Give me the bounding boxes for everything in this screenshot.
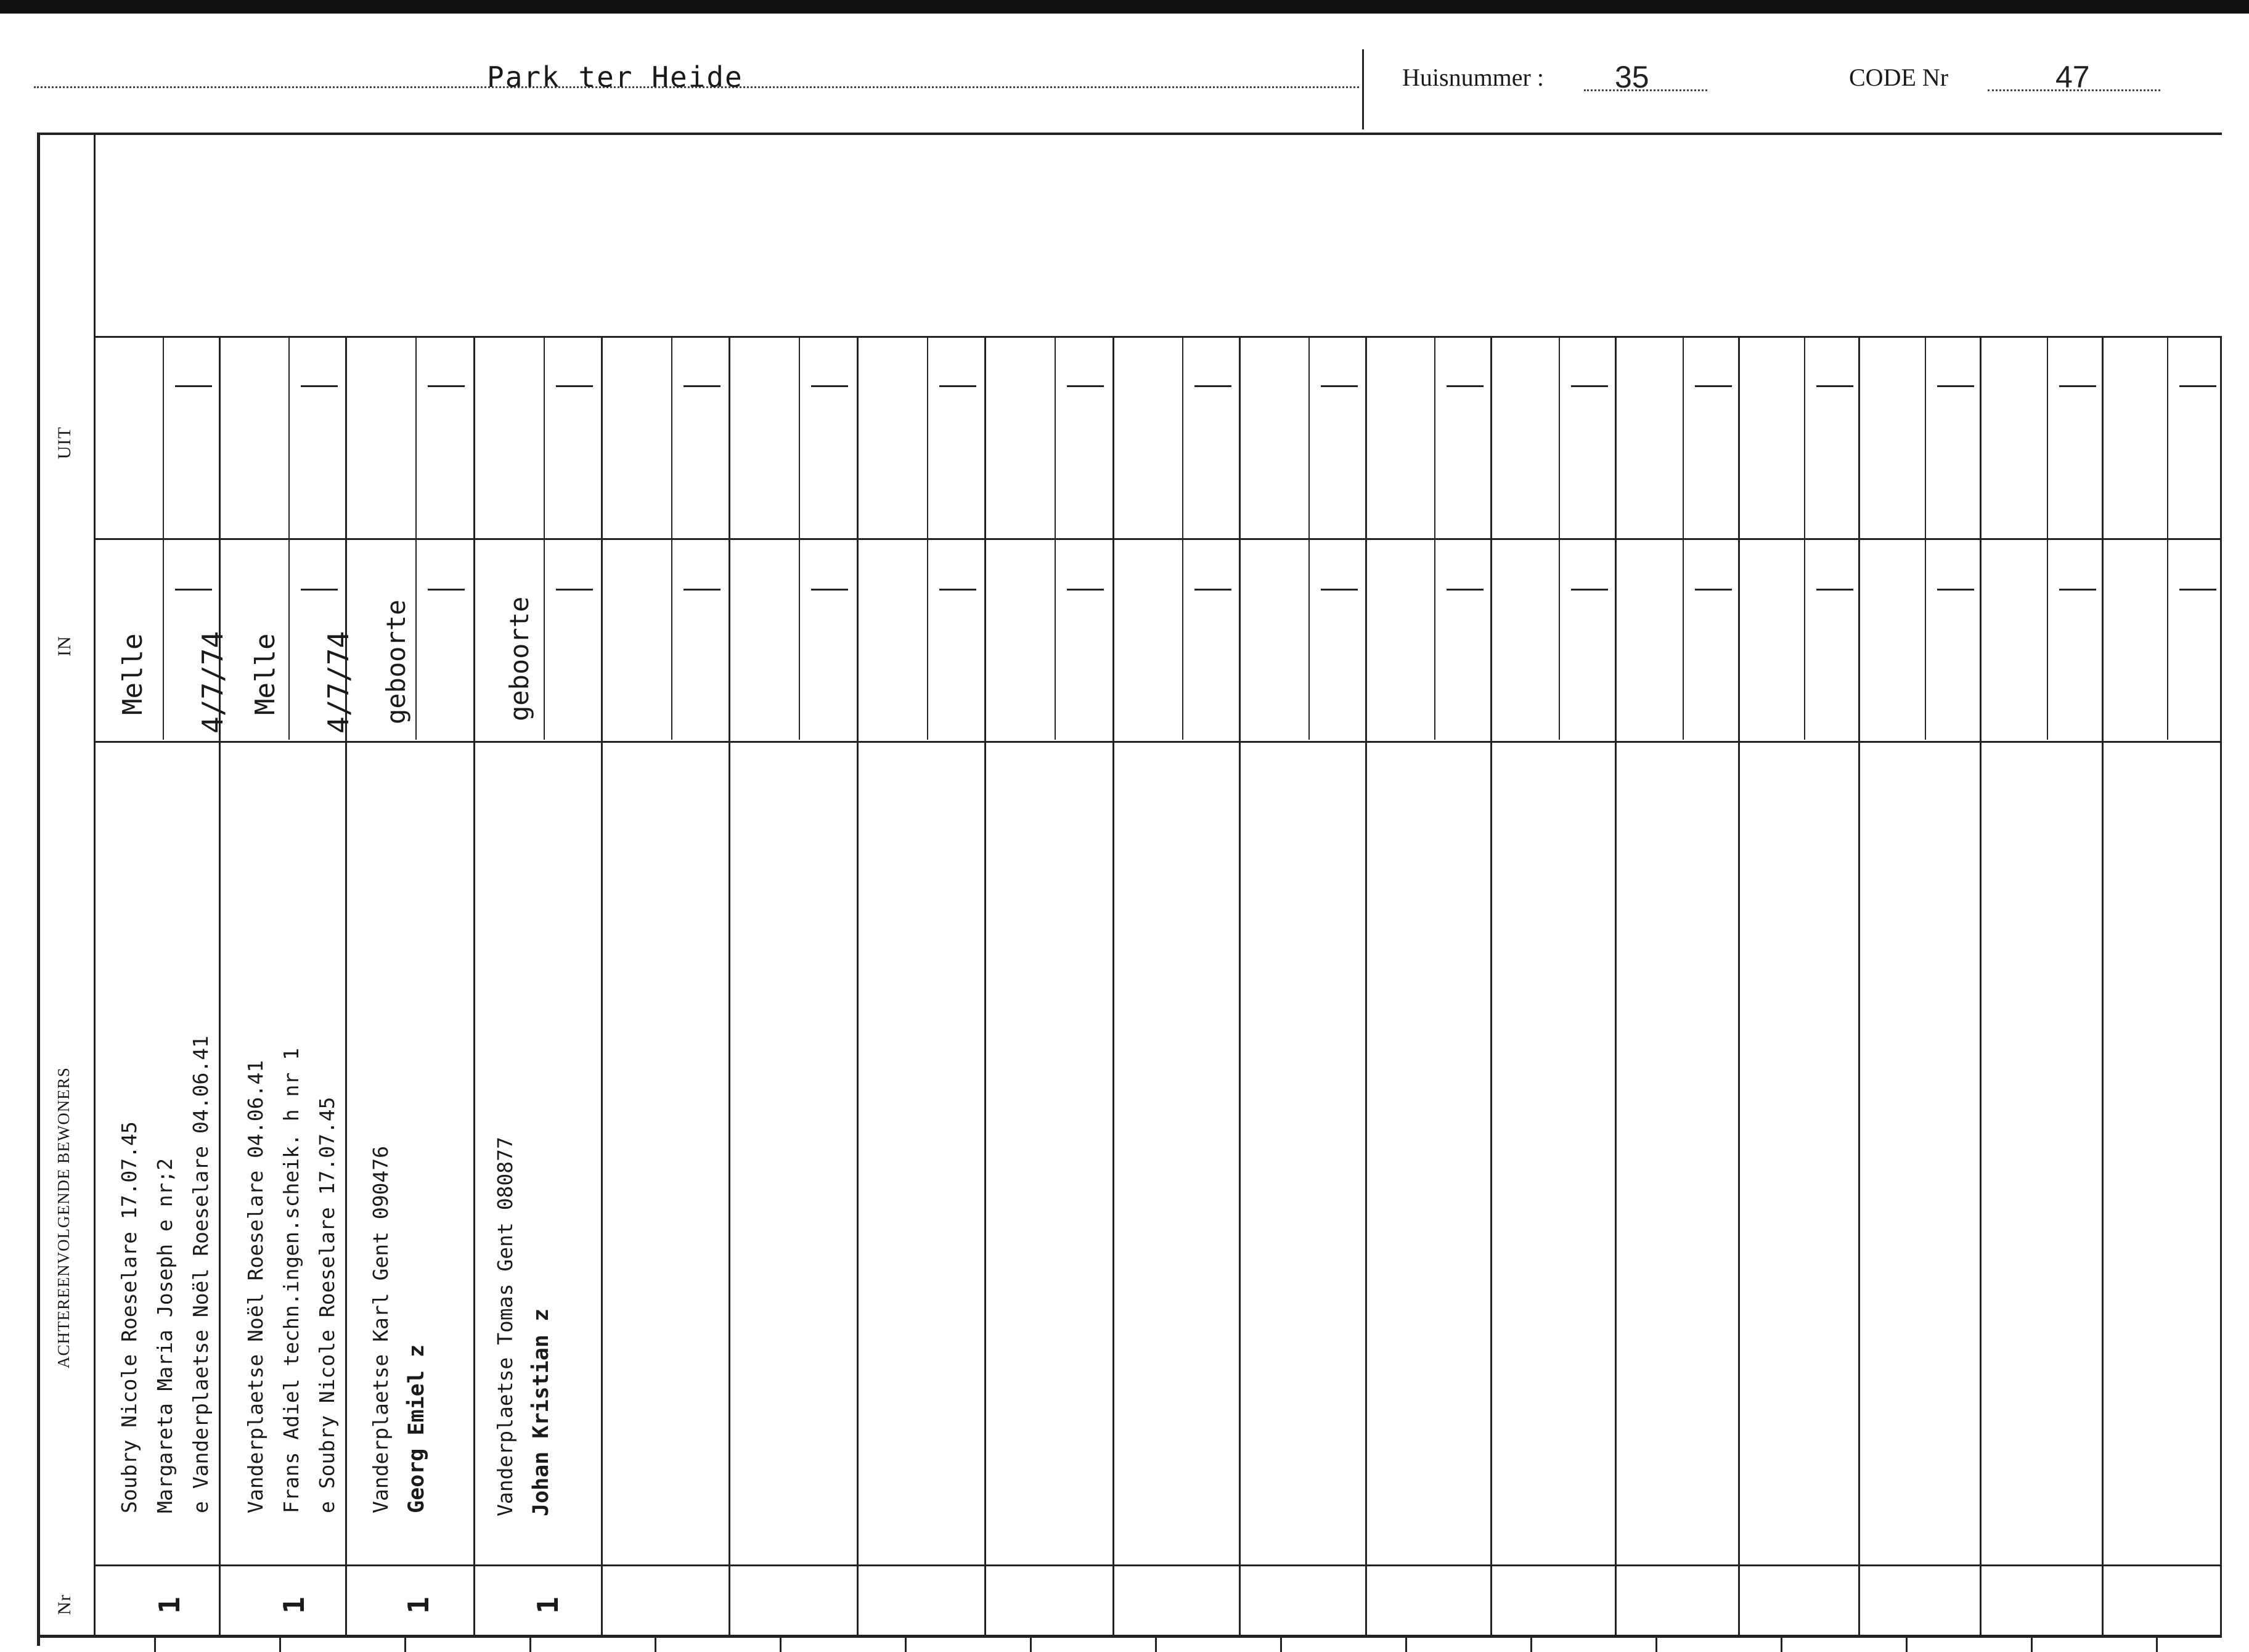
uit-row-top — [94, 336, 2220, 338]
dash-mark — [556, 589, 593, 591]
dash-mark — [301, 385, 338, 387]
frame-left — [37, 133, 40, 1646]
house-number-value: 35 — [1615, 60, 1649, 94]
dash-mark — [939, 589, 976, 591]
in-place: geboorte — [381, 599, 411, 724]
sub-column-line — [1925, 336, 1926, 740]
dash-mark — [301, 589, 338, 591]
frame-top — [37, 133, 2222, 135]
column-line — [219, 336, 221, 1637]
sub-column-line — [1308, 336, 1310, 740]
sub-column-line — [1434, 336, 1435, 740]
nr-value: 1 — [277, 1597, 311, 1614]
column-line — [1615, 336, 1617, 1637]
dash-mark — [939, 385, 976, 387]
bottom-tick — [1655, 1637, 1657, 1652]
bottom-tick — [1530, 1637, 1532, 1652]
dash-mark — [1816, 385, 1853, 387]
dash-mark — [556, 385, 593, 387]
bottom-tick — [1781, 1637, 1782, 1652]
column-line — [2220, 336, 2222, 1637]
bottom-tick — [1030, 1637, 1032, 1652]
dash-mark — [1937, 385, 1974, 387]
bottom-tick — [1906, 1637, 1908, 1652]
dash-mark — [2059, 385, 2096, 387]
header-separator — [1362, 49, 1364, 129]
dash-mark — [2179, 589, 2216, 591]
in-date: 4/7/74 — [196, 631, 229, 734]
sub-column-line — [1683, 336, 1684, 740]
resident-line: Vanderplaetse Tomas Gent 080877 — [493, 1137, 517, 1516]
bottom-tick — [780, 1637, 782, 1652]
sub-column-line — [927, 336, 928, 740]
dash-mark — [1321, 385, 1358, 387]
dash-mark — [2179, 385, 2216, 387]
resident-line: Vanderplaetse Karl Gent 090476 — [369, 1145, 393, 1513]
nr-value: 1 — [402, 1597, 435, 1614]
code-label: CODE Nr — [1849, 63, 1949, 91]
resident-line: Vanderplaetse Noël Roeselare 04.06.41 — [243, 1060, 267, 1513]
dash-mark — [1937, 589, 1974, 591]
bottom-tick — [2156, 1637, 2158, 1652]
dash-mark — [1695, 589, 1732, 591]
sub-column-line — [1055, 336, 1056, 740]
dash-mark — [175, 589, 212, 591]
dash-mark — [1067, 589, 1104, 591]
bottom-tick — [279, 1637, 281, 1652]
sub-column-line — [799, 336, 800, 740]
dash-mark — [684, 385, 720, 387]
dash-mark — [2059, 589, 2096, 591]
dash-mark — [1194, 589, 1231, 591]
column-line — [1239, 336, 1241, 1637]
resident-line: Frans Adiel techn.ingen.scheik. h nr 1 — [279, 1048, 303, 1513]
resident-line: Margareta Maria Joseph e nr;2 — [153, 1158, 177, 1513]
sub-column-line — [2167, 336, 2168, 740]
dash-mark — [1695, 385, 1732, 387]
resident-line: Johan Kristian z — [529, 1308, 553, 1516]
sub-column-line — [288, 336, 290, 740]
in-place: Melle — [250, 633, 281, 715]
bottom-tick — [655, 1637, 656, 1652]
bottom-tick — [404, 1637, 406, 1652]
in-place: geboorte — [504, 596, 534, 721]
label-column-divider — [94, 133, 96, 1637]
column-line — [473, 336, 475, 1637]
dash-mark — [1447, 385, 1484, 387]
bottom-tick — [1155, 1637, 1157, 1652]
resident-line: Soubry Nicole Roeselare 17.07.45 — [117, 1121, 141, 1513]
nr-value: 1 — [153, 1597, 186, 1614]
resident-line: e Vanderplaetse Noël Roeselare 04.06.41 — [189, 1036, 213, 1513]
column-line — [601, 336, 603, 1637]
dash-mark — [1571, 385, 1608, 387]
column-line — [345, 336, 347, 1637]
nr-row-top — [94, 1564, 2220, 1566]
column-line — [984, 336, 986, 1637]
dash-mark — [175, 385, 212, 387]
code-value: 47 — [2055, 60, 2090, 94]
nr-label: Nr — [54, 1594, 75, 1615]
dash-mark — [1816, 589, 1853, 591]
column-line — [2102, 336, 2104, 1637]
column-line — [1738, 336, 1740, 1637]
dash-mark — [428, 385, 465, 387]
dash-mark — [1067, 385, 1104, 387]
nr-value: 1 — [531, 1597, 565, 1614]
sub-column-line — [1182, 336, 1183, 740]
in-label: IN — [54, 636, 75, 656]
uit-label: UIT — [54, 427, 75, 459]
bottom-tick — [905, 1637, 907, 1652]
residents-label: ACHTEREENVOLGENDE BEWONERS — [54, 1067, 73, 1368]
bottom-tick — [1405, 1637, 1407, 1652]
dash-mark — [1321, 589, 1358, 591]
column-line — [857, 336, 859, 1637]
in-place: Melle — [117, 633, 149, 715]
dash-mark — [428, 589, 465, 591]
in-row-top — [94, 538, 2220, 540]
sub-column-line — [415, 336, 417, 740]
bottom-tick — [1280, 1637, 1282, 1652]
street-name: Park ter Heide — [487, 60, 743, 94]
column-line — [1490, 336, 1492, 1637]
sub-column-line — [2047, 336, 2048, 740]
frame-bottom — [37, 1635, 2222, 1638]
column-line — [1858, 336, 1860, 1637]
in-date: 4/7/74 — [322, 631, 355, 734]
sub-column-line — [671, 336, 672, 740]
sub-column-line — [1804, 336, 1805, 740]
dash-mark — [684, 589, 720, 591]
column-line — [1112, 336, 1114, 1637]
column-line — [1980, 336, 1982, 1637]
dash-mark — [1447, 589, 1484, 591]
bottom-tick — [154, 1637, 156, 1652]
dash-mark — [1571, 589, 1608, 591]
sub-column-line — [163, 336, 164, 740]
scan-top-edge — [0, 0, 2249, 14]
dash-mark — [811, 589, 848, 591]
resident-line: Georg Emiel z — [404, 1344, 429, 1513]
dash-mark — [1194, 385, 1231, 387]
sub-column-line — [544, 336, 545, 740]
column-line — [1365, 336, 1367, 1637]
residents-row-top — [94, 741, 2220, 743]
sub-column-line — [1559, 336, 1560, 740]
house-number-label: Huisnummer : — [1402, 63, 1544, 91]
dash-mark — [811, 385, 848, 387]
bottom-tick — [2031, 1637, 2033, 1652]
resident-line: e Soubry Nicole Roeselare 17.07.45 — [315, 1097, 339, 1513]
column-line — [729, 336, 730, 1637]
bottom-tick — [529, 1637, 531, 1652]
